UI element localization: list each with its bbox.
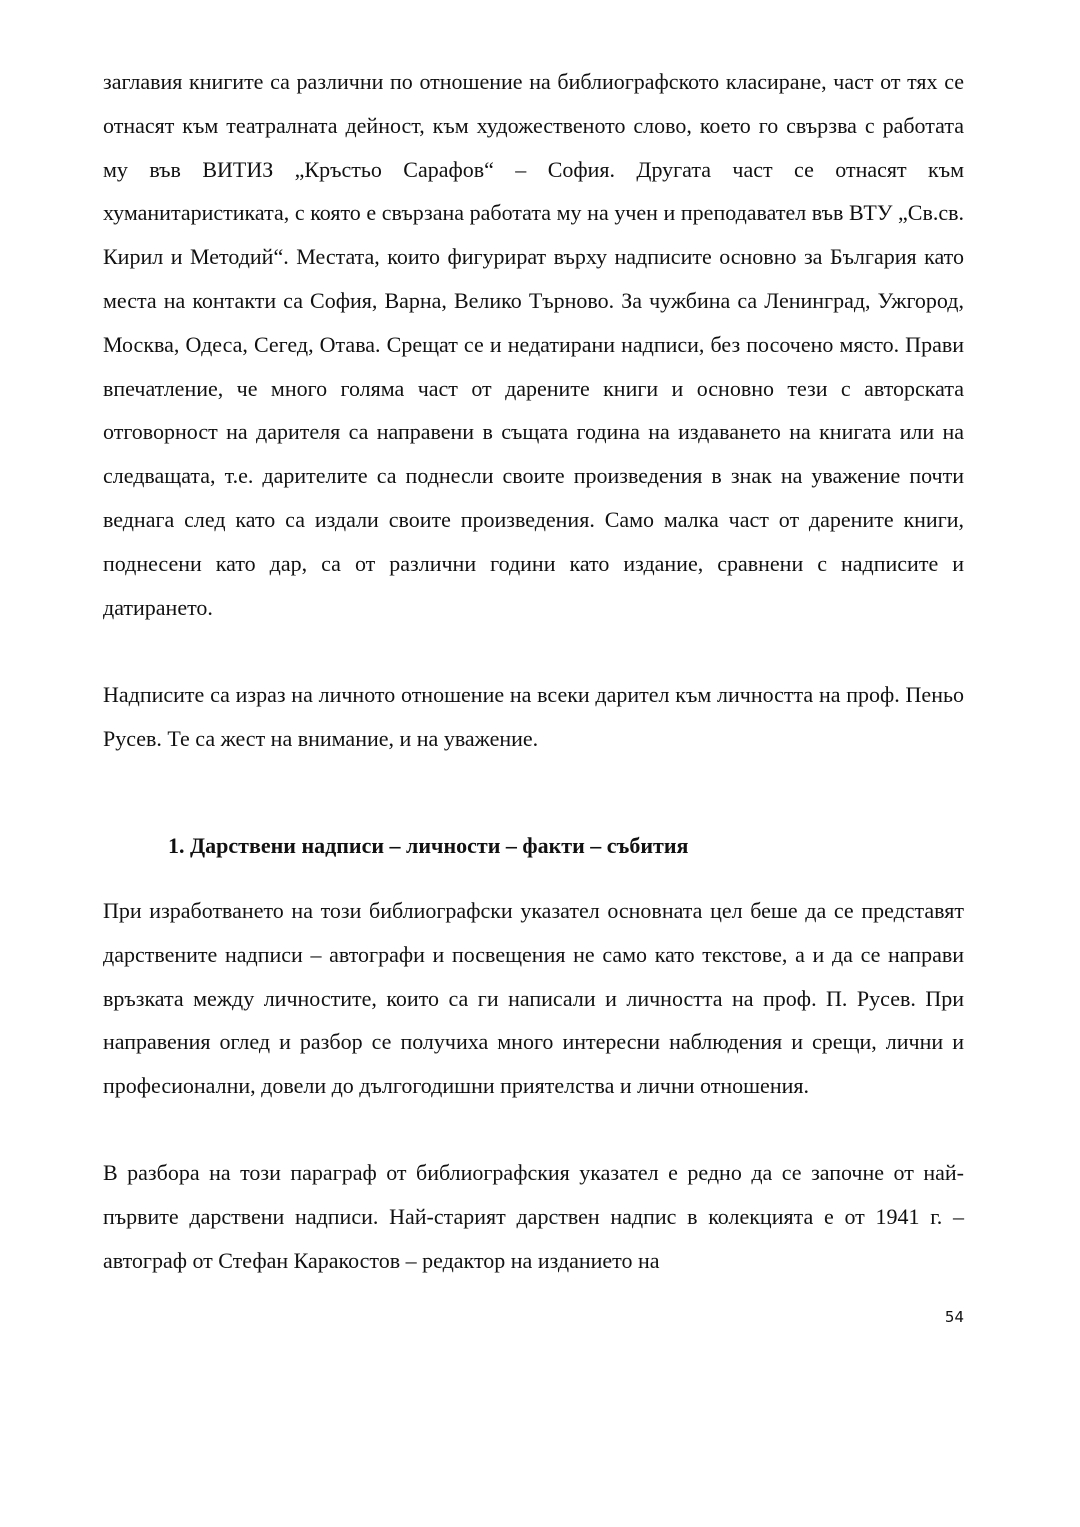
body-paragraph: заглавия книгите са различни по отношение на библиографското класиране, част от тях се отнасят към театралната дейност, към художественото слово, което го свързва с работата му във ВИТИЗ „Кръстьо Сарафов“ – София. Другата част се отнасят към хуманитаристиката, с която е свързана работата му на учен и преподавател във ВТУ „Св.св. Кирил и Методий“. Местата, които фигурират върху надписите основно за България като места на контакти са София, Варна, Велико Търново. За чужбина са Ленинград, Ужгород, Москва, Одеса, Сегед, Отава. Срещат се и недатирани надписи, без посочено място. Прави впечатление, че много голяма част от дарените книги и основно тези с авторската отговорност на дарителя са направени в същата година на издаването на книгата или на следващата, т.е. дарителите са поднесли своите произведения в знак на уважение почти веднага след като са издали своите произведения. Само малка част от дарените книги, поднесени като дар, са от различни години като издание, сравнени с надписите и датирането. (103, 69, 964, 620)
body-paragraph: При изработването на този библиографски указател основната цел беше да се представят дарствените надписи – автографи и посвещения не само като текстове, а и да се направи връзката между личностите, които са ги написали и личността на проф. П. Русев. При направения оглед и разбор се получиха много интересни наблюдения и срещи, лични и професионални, довели до дългогодишни приятелства и лични отношения. (103, 898, 964, 1099)
page-number: 54 (944, 1308, 964, 1326)
body-paragraph: Надписите са израз на личното отношение на всеки дарител към личността на проф. Пеньо Русев. Те са жест на внимание, и на уважение. (103, 682, 964, 751)
body-paragraph: В разбора на този параграф от библиографския указател е редно да се започне от най-първите дарствени надписи. Най-старият дарствен надпис в колекцията е от 1941 г. – автограф от Стефан Каракостов – редактор на изданието на (103, 1160, 964, 1273)
section-heading: 1. Дарствени надписи – личности – факти – събития (168, 833, 689, 858)
